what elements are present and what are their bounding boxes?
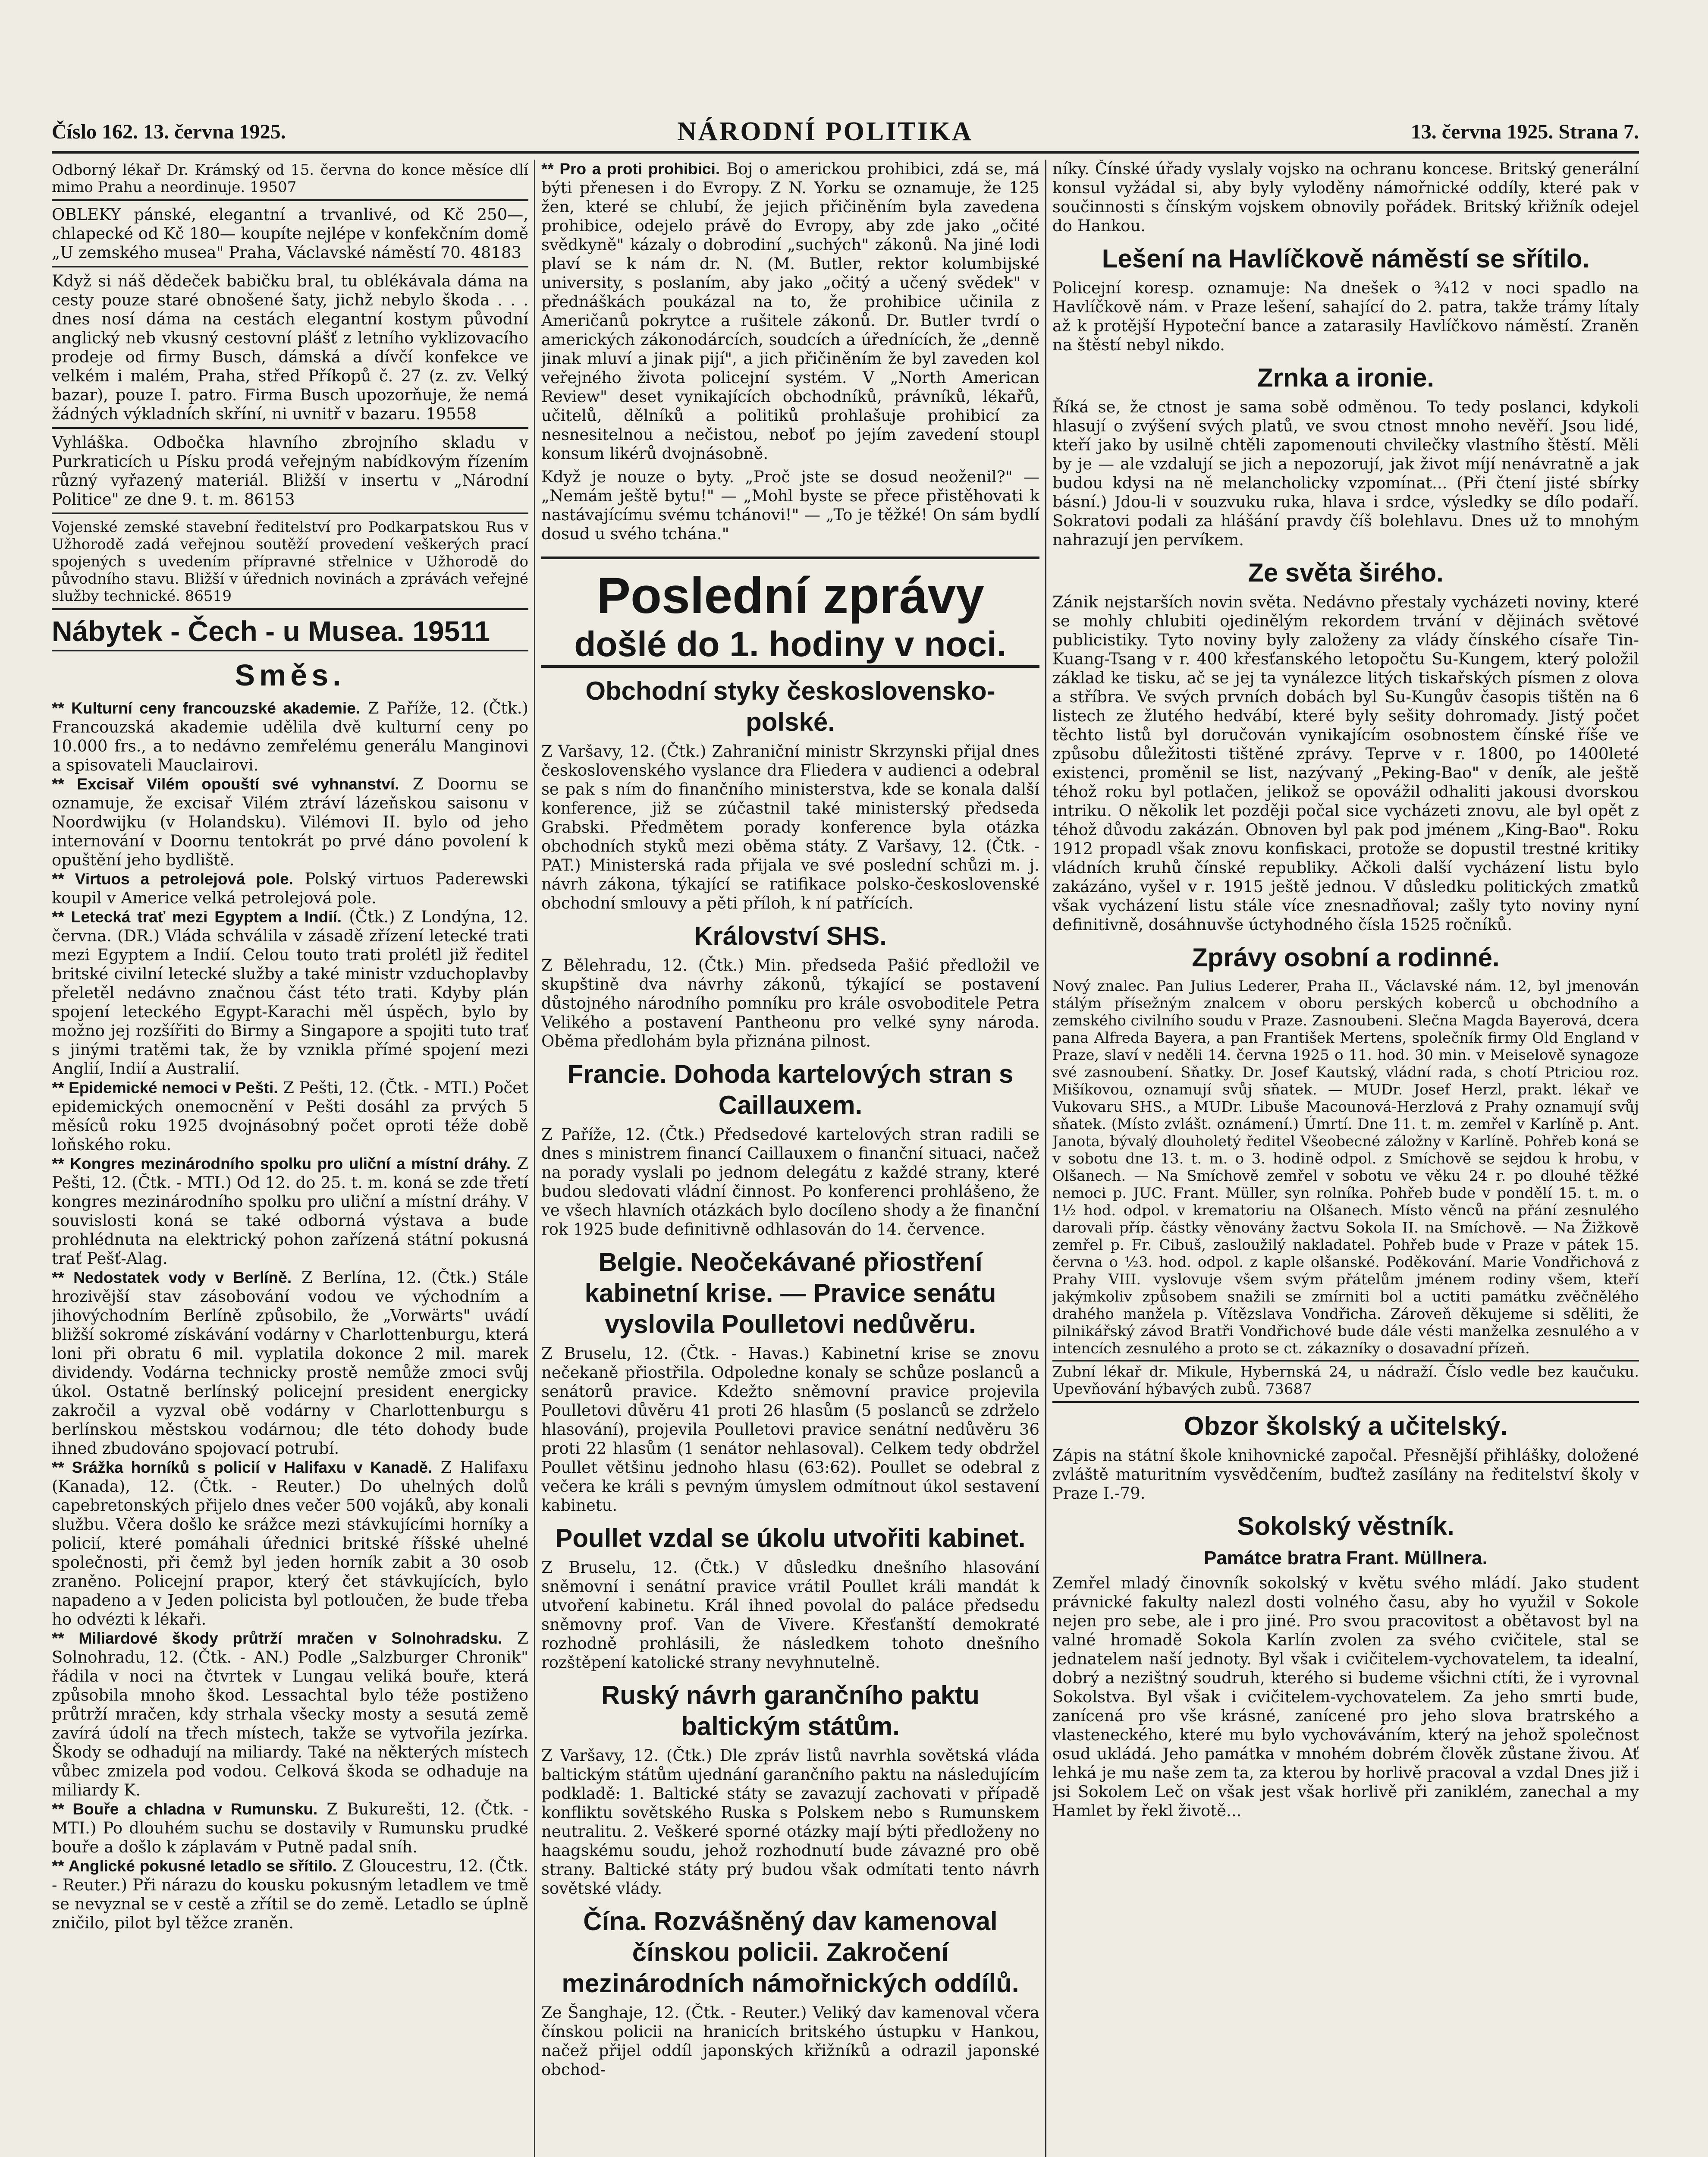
article: Policejní koresp. oznamuje: Na dnešek o ¾12 v noci spadlo na Havlíčkově nám. v Praze lešení, sahající do 2. patra, takže trámy lítaly až k protější Hypoteční bance a zatarasily Havlíčkovo náměstí. Zraněn na štěstí nebyl nikdo. xyxy=(1052,279,1639,354)
news-item xyxy=(52,1857,528,1933)
headline: Sokolský věstník. xyxy=(1237,1512,1454,1541)
column-1 xyxy=(52,160,528,2157)
article: Zápis na státní škole knihovnické započal. Přesnější přihlášky, doložené zvláště maturitním vysvědčením, buďtež zasílány na ředitelství školy v Praze I.-79. xyxy=(1052,1446,1639,1503)
column-rule xyxy=(534,160,535,2157)
masthead: NÁRODNÍ POLITIKA xyxy=(677,117,973,146)
news-item xyxy=(52,1154,528,1268)
subheadline: Památce bratra Frant. Müllnera. xyxy=(1204,1547,1488,1569)
news-item xyxy=(52,699,528,775)
news-item-heading: ** Kulturní ceny francouzské akademie. xyxy=(52,699,361,717)
news-item-text: Polský virtuos Paderewski koupil v Americe velká petrolejová pole. xyxy=(52,870,528,907)
article-headline: Belgie. Neočekávané přiostření kabinetní krise. — Pravice senátu vyslovila Poulletovi nedůvěru. xyxy=(584,1248,996,1339)
news-item-heading: ** Nedostatek vody v Berlíně. xyxy=(52,1269,292,1286)
dentist-ad: Zubní lékař dr. Mikule, Hybernská 24, u nádraží. Číslo vedle bez kaučuku. Upevňování hýbavých zubů. 73687 xyxy=(1052,1360,1639,1403)
section-title: Směs. xyxy=(235,658,345,692)
article-text: Z Bělehradu, 12. (Čtk.) Min. předseda Pašić předložil ve skupštině dva návrhy zákonů, týkající se postavení důstojného národního pomníku pro krále osvoboditele Petra Velikého a postavení Pantheonu pro velké syny národa. Oběma předlohám byla přiznána pilnost. xyxy=(541,956,1039,1050)
news-item xyxy=(52,870,528,908)
article-text: Z Paříže, 12. (Čtk.) Předsedové kartelových stran radili se dnes s ministrem financí Caillauxem o finanční situaci, načež na porady vyslali po jednom delegátu z každé strany, které budou sledovati vládní činnost. Po konferenci prohlášeno, že ve všech hlavních otázkách bylo docíleno shody a že finanční rok 1925 bude definitivně odhlasován do 14. července. xyxy=(541,1125,1039,1239)
article-text: Z Bruselu, 12. (Čtk. - Havas.) Kabinetní krise se znovu nečekaně přiostřila. Odpoledne konaly se schůze poslanců a senátorů pravice. Kdežto sněmovní pravice projevila Poulletovi důvěru 41 proti 26 hlasům (5 poslanců se zdrželo hlasování), projevila Poulletovi pravice senátní nedůvěru 36 proti 22 hlasům (1 senátor nehlasoval). Celkem tedy obdržel Poullet většinu jednoho hlasu (63:62). Poullet se odebral z večera ke králi s pevným úmyslem odmítnout úkol sestavení kabinetu. xyxy=(541,1344,1039,1515)
article: ** Pro a proti prohibici. Boj o americkou prohibici, zdá se, má býti přenesen i do Evropy. Z N. Yorku se oznamuje, že 125 žen, které se chlubí, že jejich přičiněním byla zavedena prohibice, odejelo právě do Evropy, aby zde jako „očité svědkyně" kázaly o dobrodiní „suchých" zákonů. Na jiné lodi plaví se k nám dr. N. (M. Butler, rektor kolumbijské university, s poslaním, aby jako „očitý a učený svědek" v přednáškách poukázal na to, že prohibice učinila z Američanů pokrytce a rušitele zákonů. Dr. Butler tvrdí o amerických zákonodárcích, soudcích a úřednících, že „denně jinak mluví a jinak pijí", a jich přičiněním že byl zaveden kol veřejného života policejní systém. V „North American Review" deset vynikajících obchodníků, právníků, lékařů, učitelů, dělníků a politiků prohlašuje prohibicí za nesnesitelnou a nečistou, neboť po jejím zavedení stoupl konsum likérů dvojnásobně. xyxy=(541,160,1039,463)
latest-news-title: Poslední zprávy xyxy=(541,557,1039,624)
page-header xyxy=(52,116,1639,154)
news-item xyxy=(52,908,528,1078)
latest-news-items xyxy=(541,676,1039,2079)
news-items xyxy=(52,699,528,1933)
news-item-heading: ** Letecká trať mezi Egyptem a Indií. xyxy=(52,908,342,926)
news-item-text: Z Bukurešti, 12. (Čtk. - MTI.) Po dlouhém suchu se dostavily v Rumunsku prudké bouře a došlo k záplavám v Putně padal sníh. xyxy=(52,1800,528,1856)
classified-ad: Vyhláška. Odbočka hlavního zbrojního skladu v Purkraticích u Písku prodá veřejným nabídkovým řízením různý vyřazený materiál. Bližší v insertu v „Národní Politice" ze dne 9. t. m. 86153 xyxy=(52,431,528,514)
headline: Zrnka a ironie. xyxy=(1257,363,1435,392)
classified-ad: OBLEKY pánské, elegantní a trvanlivé, od Kč 250—, chlapecké od Kč 180— koupíte nejlépe v konfekčním domě „U zemského musea" Praha, Václavské náměstí 70. 48183 xyxy=(52,204,528,267)
news-item-heading: ** Anglické pokusné letadlo se sřítilo. xyxy=(52,1857,337,1875)
article: Říká se, že ctnost je sama sobě odměnou. To tedy poslanci, kdykoli hlasují o zvýšení svých platů, ve svou ctnost mnoho nevěří. Jsou lidé, kteří jako by usilně chtěli zapomenouti chvilečky vlastního štěstí. Měli by je — ale vzdalují se jich a nepozorují, jak život míjí nenávratně a jak budou kdysi na ně melancholicky vzpomínat... (Při čtení jisté sbírky básní.) Jdou-li v souzvuku ruka, hlava i srdce, výsledky se dílo podaří. Sokratovi podali za hlášání pravdy číš bolehlavu. Dnes už to mnohým nahrazují jen pervíkem. xyxy=(1052,398,1639,549)
latest-news-subtitle: došlé do 1. hodiny v noci. xyxy=(541,624,1039,668)
news-item xyxy=(52,1458,528,1629)
page-number: 13. června 1925. Strana 7. xyxy=(1410,120,1639,143)
headline: Obzor školský a učitelský. xyxy=(1184,1412,1508,1440)
issue-number: Číslo 162. 13. června 1925. xyxy=(52,120,286,143)
news-item xyxy=(52,1800,528,1857)
joke: Když je nouze o byty. „Proč jste se dosud neoženil?" — „Nemám ještě bytu!" — „Mohl byste se přece přistěhovati k nastávajícímu svému tchánovi!" — „To je těžké! On sám bydlí dosud u svého tchána." xyxy=(541,468,1039,543)
article-headline: Čína. Rozvášněný dav kamenoval čínskou policii. Zakročení mezinárodních námořnických oddílů. xyxy=(562,1907,1019,1998)
column-3 xyxy=(1052,160,1639,2157)
article: Nový znalec. Pan Julius Lederer, Praha II., Václavské nám. 12, byl jmenován stálým přísežným znalcem v oboru perských koberců u obchodního a zemského civilního soudu v Praze. Zasnoubeni. Slečna Magda Bayerová, dcera pana Alfreda Bayera, a pan František Mertens, společník firmy Old England v Praze, slaví v neděli 14. června 1925 o 11. hod. 30 min. v Meiselově synagoze své zasnoubení. Sňatky. Dr. Josef Kautský, vládní rada, s chotí Ptriciou roz. Mišíkovou, oznamují svůj sňatek. — MUDr. Josef Herzl, prakt. lékař ve Vukovaru SHS., a MUDr. Libuše Macounová-Herzlová z Prahy oznamují svůj sňatek. (Místo zvlášt. oznámení.) Úmrtí. Dne 11. t. m. zemřel v Karlíně p. Ant. Janota, bývalý dlouholetý ředitel Všeobecné záložny v Karlíně. Pohřeb koná se v sobotu dne 13. t. m. o 3. hodině odpol. z Smíchově se sejdou k hrobu, v Olšanech. — Na Smíchově zemřel v sobotu ve věku 24 r. po dlouhé těžké nemoci p. JUC. Frant. Müller, syn rolníka. Pohřeb bude v pondělí 15. t. m. o 1½ hod. odpol. v krematoriu na Olšanech. Místo věnců na přání zesnulého darovali příp. částky věnovány žactvu Sokola II. na Smíchově. — Na Žižkově zemřel p. Fr. Cibuš, zasloužilý nakladatel. Pohřeb bude v Praze v pátek 15. června o ½3. hod. odpol. z kaple olšanské. Poděkování. Marie Vondřichová z Prahy VIII. vyslovuje všem svým přátelům jménem rodiny všem, kteří jakýmkoliv způsobem snažili se zmírniti bol a uctiti památku zvěčnělého drahého manžela p. Vítězslava Vondřicha. Zároveň děkujeme si sděliti, že pilnikářský závod Bratři Vondřichové bude dále vésti manželka zesnulého a v intencích zesnulého a proto se ct. zákazníky o dosavadní přízeň. xyxy=(1052,978,1639,1357)
news-item-heading: ** Kongres mezinárodního spolku pro uliční a místní dráhy. xyxy=(52,1155,511,1173)
news-item-heading: ** Virtuos a petrolejová pole. xyxy=(52,870,293,888)
news-item-text: (Čtk.) Z Londýna, 12. června. (DR.) Vláda schválila v zásadě zřízení letecké trati mezi Egyptem a Indií. Celou touto trati prolétl již ředitel britské civilní letecké služby a také ministr vzduchoplavby přeletěl nedávno značnou část této trati. Kdyby plán spojení leteckého Egypt-Karachi měl úspěch, bylo by možno jej rozšířiti do Birmy a Singapore a spojiti tuto trať s jinými tratěmi tak, že by vznikla přímé spojení mezi Anglií, Indií a Australií. xyxy=(52,908,528,1078)
news-item xyxy=(52,1268,528,1458)
news-item-text: Z Berlína, 12. (Čtk.) Stále hrozivější stav zásobování vodou ve východním a jihovýchodním Berlíně způsobilo, že „Vorwärts" uvádí bližší sokromé získávání vodárny v Charlottenburgu, která loni při obratu 6 mil. vyplatila dokonce 2 mil. marek dividendy. Vodárna technicky prostě nemůže zmoci svůj úkol. Ostatně berlínský policejní president energicky zakročil a vyzval obě vodárny v Charlottenburgu s berlínskou městskou vodárnou; dle této dohody bude ihned zbudováno spojovací potrubí. xyxy=(52,1268,528,1458)
classified-ad: Odborný lékař Dr. Krámský od 15. června do konce měsíce dlí mimo Prahu a neordinuje. 19507 xyxy=(52,160,528,201)
news-item-text: Z Pešti, 12. (Čtk. - MTI.) Počet epidemických onemocnění v Pešti dosáhl za prvých 5 měsíců roku 1925 dvojnásobný počet oproti téže době loňského roku. xyxy=(52,1078,528,1154)
news-item-text: Z Halifaxu (Kanada), 12. (Čtk. - Reuter.) Do uhelných dolů capebretonských přijelo dnes večer 500 vojáků, aby konali službu. Včera došlo ke srážce mezi stávkujícími horníky a policií, které pomáhali úřednici britské říšské uhelné společnosti, při čemž byl jeden horník zabit a 30 osob zraněno. Policejní prapor, který čet stávkujících, bylo napadeno a v Jeden policista byl potloučen, že bude třeba ho odvézti k lékaři. xyxy=(52,1458,528,1629)
furniture-ad: Nábytek - Čech - u Musea. 19511 xyxy=(52,613,528,651)
column-2 xyxy=(541,160,1039,2157)
article-continued: níky. Čínské úřady vyslaly vojsko na ochranu koncese. Britský generální konsul vyžádal si, aby byly vyloděny námořnické oddíly, které pak v součinnosti s čínským vojskem obnovily pořádek. Britský křižník odejel do Hankou. xyxy=(1052,160,1639,235)
article-headline: Obchodní styky československo-polské. xyxy=(585,676,995,736)
news-item-text: Z Paříže, 12. (Čtk.) Francouzská akademie udělila dvě kulturní ceny po 10.000 frs., a to nedávno zemřelému generálu Manginovi a spisovateli Mauclairovi. xyxy=(52,699,528,774)
news-item xyxy=(52,775,528,870)
classified-ad: Vojenské zemské stavební ředitelství pro Podkarpatskou Rus v Užhorodě zadá veřejnou soutěží provedení veškerých prací spojených s uvedením přípravné střelnice v Užhorodě do původního stavu. Bližší v úřednich novinách a zprávách veřejné služby technické. 86519 xyxy=(52,517,528,610)
article-headline: Poullet vzdal se úkolu utvořiti kabinet. xyxy=(555,1524,1026,1553)
news-item-heading: ** Epidemické nemoci v Pešti. xyxy=(52,1079,278,1097)
news-item-text: Z Solnohradu, 12. (Čtk. - AN.) Podle „Salzburger Chronik" řádila v noci na čtvrtek v Lungau veliká bouře, která způsobila mnoho škod. Lessachtal bylo téže postiženo průtrží mračen, kdy strhala všecky mosty a sesutá země zavírá údolí na třech místech, takže se vytvořila jezírka. Škody se odhadují na miliardy. Také na některých místech vůbec zmizela pod vodou. Celková škoda se odhaduje na miliardy K. xyxy=(52,1629,528,1799)
article-headline: Království SHS. xyxy=(694,921,887,950)
article-text: Z Bruselu, 12. (Čtk.) V důsledku dnešního hlasování sněmovní i senátní pravice vrátil Poullet králi mandát k utvoření kabinetu. Král ihned povolal do paláce předsedu sněmovny prof. Van de Vivere. Křesťanští demokraté rozhodně prohlásili, že následkem tohoto dnešního rozštěpení katolické strany nevyhnutelně. xyxy=(541,1558,1039,1672)
headline: Zprávy osobní a rodinné. xyxy=(1192,943,1500,972)
headline: Ze světa širého. xyxy=(1248,558,1444,587)
news-item-heading: ** Excisař Vilém opouští své vyhnanství. xyxy=(52,775,399,793)
news-item-heading: ** Bouře a chladna v Rumunsku. xyxy=(52,1800,318,1818)
news-item-text: Z Gloucestru, 12. (Čtk. - Reuter.) Při nárazu do kousku pokusným letadlem ve tmě se nevyznal se v cestě a zřítil se do země. Letadlo se úplně zničilo, pilot byl těžce zraněn. xyxy=(52,1857,528,1932)
headline: Lešení na Havlíčkově náměstí se sřítilo. xyxy=(1102,244,1590,273)
news-item xyxy=(52,1629,528,1800)
article: Zánik nejstarších novin světa. Nedávno přestaly vycházeti noviny, které se mohly chlubiti ojedinělým rekordem trvání v dějinách světové publicistiky. Tyto noviny byly založeny za vlády čínského císaře Tin-Kuang-Tsang v r. 400 křesťanského letopočtu Su-Kungem, který položil základ ke tisku, ač se jej ta vynálezce litých tiskařských písmen z olova a stříbra. Ve svých prvních dobách byl Su-Kungův časopis tištěn na 6 listech ze žlutého hedvábí, které byly sešity dohromady. Jistý počet těchto listů byl doručován vynikajícím osobnostem čínské říše ve způsobu důležitosti tištěné zprávy. Teprve v r. 1800, po 1400leté existenci, proměnil se list, nazývaný „Peking-Bao" v deník, ale ještě téhož roku byl potlačen, jelikož se opovážil odhaliti jakousi dvorskou intriku. O několik let později počal sice vycházeti znovu, ale byl opět z téhož důvodu zakázán. Obnoven byl pak pod jménem „King-Bao". Roku 1912 propadl však znovu konfiskaci, protože se dopustil trestné kritiky vládních kruhů čínské republiky. Ačkoli další vycházení listu bylo zakázáno, vyšel v r. 1915 ještě jednou. V důsledku politických zmatků však vycházení listu stále více znesnadňoval; zašly tyto noviny nyní definitivně, dosáhnuvše úctyhodného čísla 1525 ročníků. xyxy=(1052,593,1639,934)
news-item xyxy=(52,1078,528,1154)
article-headline: Ruský návrh garančního paktu baltickým státům. xyxy=(601,1681,980,1741)
news-item-heading: ** Srážka horníků s policií v Halifaxu v Kanadě. xyxy=(52,1459,433,1476)
article-text: Z Varšavy, 12. (Čtk.) Dle zpráv listů navrhla sovětská vláda baltickým státům ujednání garančního paktu na následujícím podkladě: 1. Baltické státy se zavazují zachovati v případě konfliktu sovětského Ruska s Polskem nebo s Rumunskem neutralitu. 2. Veškeré sporné otázky mají býti předloženy no haagskému soudu, jehož rozhodnutí bude závazné pro obě strany. Baltické státy prý budou však odmítati tento návrh sovětské vlády. xyxy=(541,1746,1039,1898)
news-item-heading: ** Miliardové škody průtrží mračen v Solnohradsku. xyxy=(52,1629,502,1647)
article-text: Ze Šanghaje, 12. (Čtk. - Reuter.) Veliký dav kamenoval včera čínskou policii na hranicích britského ústupku v Hankou, načež přijel oddíl japonských křižníků a odrazil japonské obchod- xyxy=(541,2003,1039,2079)
classified-ad: Když si náš dědeček babičku bral, tu oblékávala dáma na cesty pouze staré obnošené šaty, jichž nebylo škoda . . . dnes nosí dáma na cestách elegantní kostym původní anglický neb vkusný cestovní plášť z letního vyklizovacího prodeje od firmy Busch, dámská a dívčí konfekce ve velkém i malém, Praha, střed Příkopů č. 27 (z. zv. Velký bazar), pouze I. patro. Firma Busch upozorňuje, že nemá žádných výkladních skříní, ni uvnitř v bazaru. 19558 xyxy=(52,270,528,429)
article: Zemřel mladý činovník sokolský v květu svého mládí. Jako student právnické fakulty nalezl dosti volného času, aby ho využil v Sokole nejen pro sebe, ale i pro jiné. Pro svou pracovitost a obětavost byl na valné hromadě Sokola Karlín zvolen za svého cvičitele, stal se jednatelem naší jednoty. Byl však i cvičitelem-vychovatelem, ta idealní, dobrý a nezištný soudruh, kterého si budeme všichni ctíti, že i vyrovnal Sokolstva. Byl však i cvičitelem-vychovatelem. Za jeho smrti bude, zanícená pro vše krásné, zanícené pro jeho slova bratrského a vlasteneckého, které mu bylo vychováváním, který na jehož společnost osud ukládá. Jeho památka v mnohém dobrém člověk zůstane živou. Ať lehká je mu naše zem ta, za kterou by horlivě pracoval a vzdal Dnes již i jsi Sokolem Leč on však jest však horlivě při zaniklém, zanechal a my Hamlet by řekl životě... xyxy=(1052,1574,1639,1820)
column-rule xyxy=(1045,160,1046,2157)
article-text: Z Varšavy, 12. (Čtk.) Zahraniční ministr Skrzynski přijal dnes československého vyslance dra Fliedera v audienci a odebral se pak s ním do finančního ministerstva, kde se konala další konference, již se zúčastnil také ministerský předseda Grabski. Předmětem porady konference byla otázka obchodních styků mezi oběma státy. Z Varšavy, 12. (Čtk. - PAT.) Ministerská rada přijala ve své poslední schůzi m. j. návrh zákona, týkající se ratifikace polsko-československé obchodní smlouvy a pěti příloh, k ní patřících. xyxy=(541,742,1039,912)
article-headline: Francie. Dohoda kartelových stran s Caillauxem. xyxy=(567,1060,1014,1119)
news-item-text: Z Doornu se oznamuje, že excisař Vilém ztráví lázeňskou saisonu v Noordwijku (v Holandsku). Vilémovi II. bylo od jeho internování v Doornu tentokrát po prvé dáno povolení k opuštění jeho bydliště. xyxy=(52,775,528,869)
news-item-text: Z Pešti, 12. (Čtk. - MTI.) Od 12. do 25. t. m. koná se zde třetí kongres mezinárodního spolku pro uliční a místní dráhy. V souvislosti koná se také odborná výstava a bude prohlédnuta na elektrický pohon zařízená státní pokusná trať Pešť-Alag. xyxy=(52,1154,528,1268)
